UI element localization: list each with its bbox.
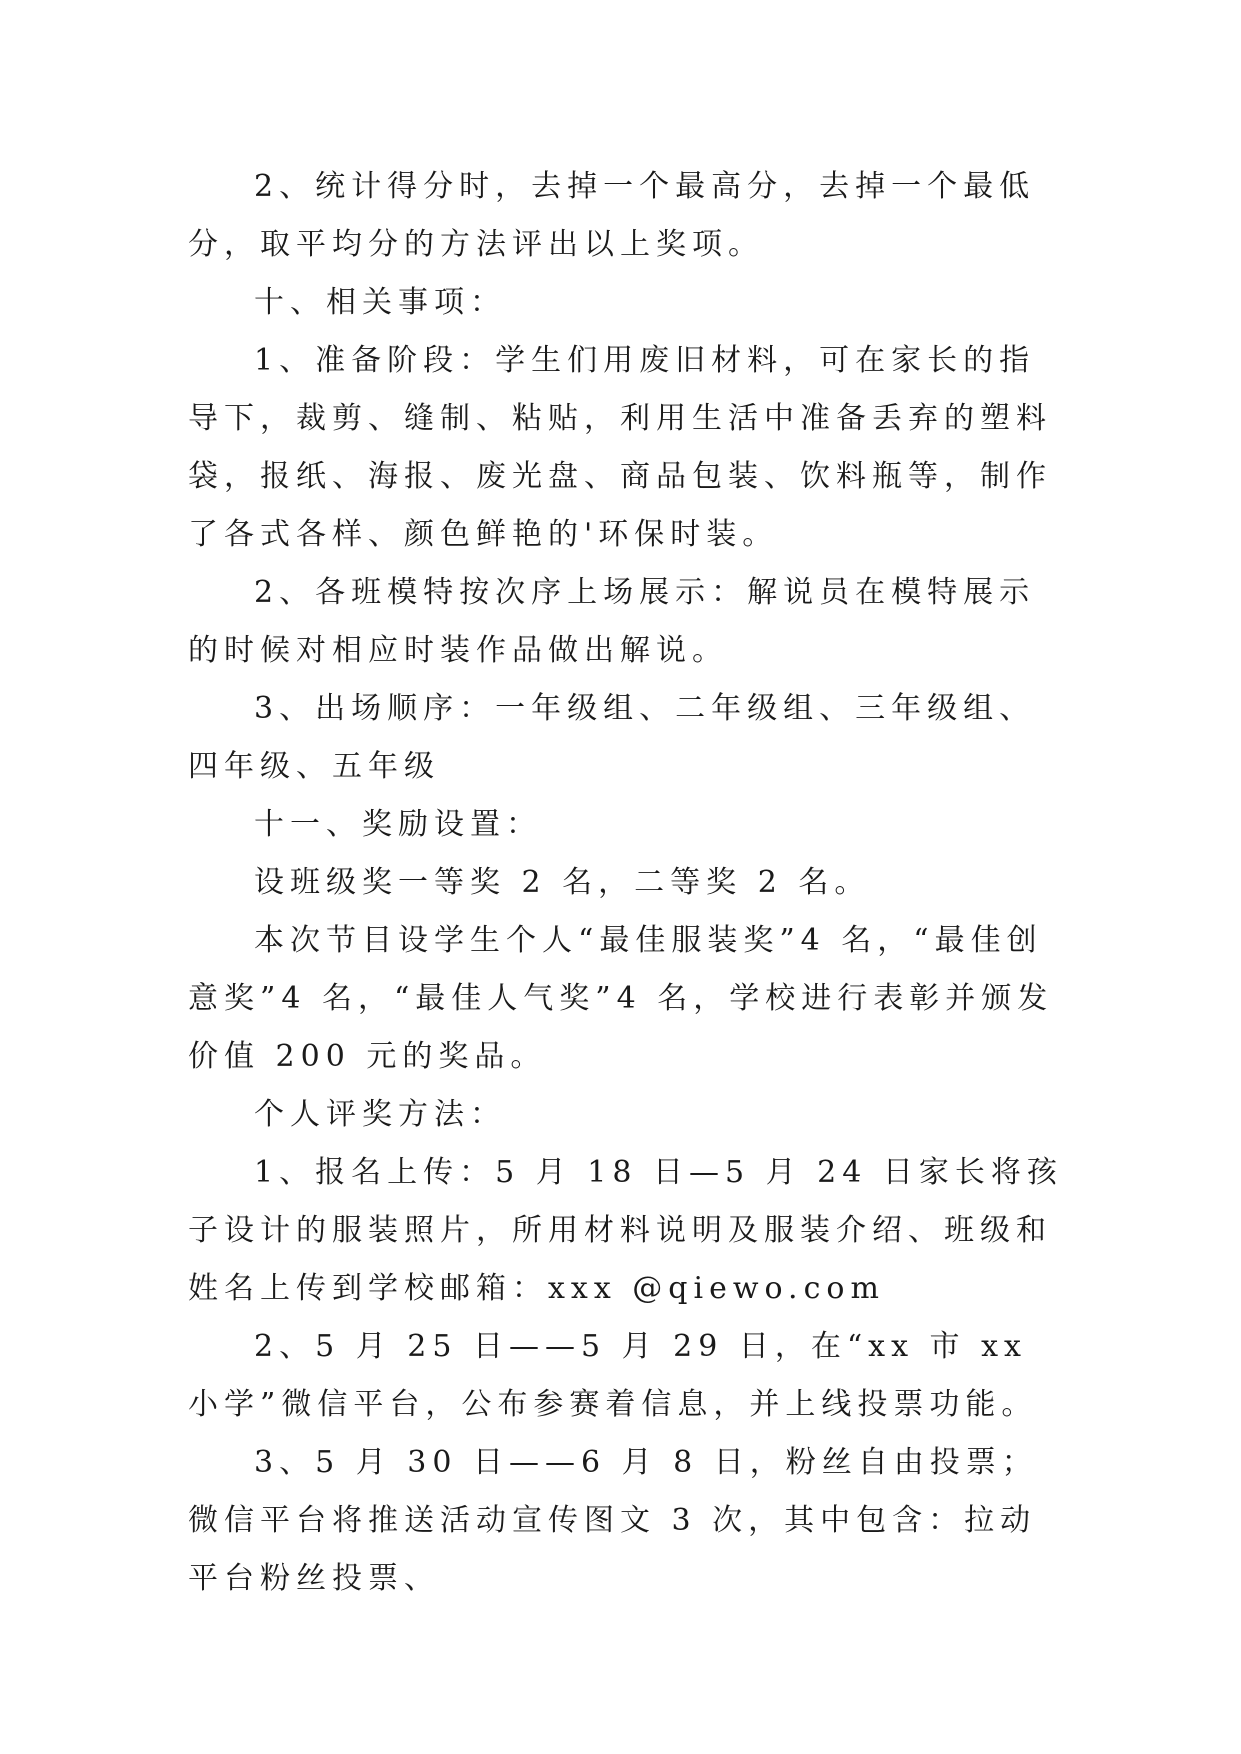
heading-award-settings: 十一、奖励设置：	[254, 807, 542, 842]
paragraph-scoring-method: 2、统计得分时，去掉一个最高分，去掉一个最低分，取平均分的方法评出以上奖项。	[188, 169, 1036, 262]
paragraph-preparation-stage: 1、准备阶段：学生们用废旧材料，可在家长的指导下，裁剪、缝制、粘贴，利用生活中准备丢弃的塑料袋，报纸、海报、废光盘、商品包装、饮料瓶等，制作了各式各样、颜色鲜艳的'环保时装。	[188, 343, 1052, 552]
paragraph-wechat-publish: 2、5 月 25 日——5 月 29 日，在“xx 市 xx 小学”微信平台，公布参赛着信息，并上线投票功能。	[188, 1329, 1043, 1422]
paragraph-appearance-order: 3、出场顺序：一年级组、二年级组、三年级组、四年级、五年级	[188, 691, 1036, 784]
paragraph-individual-awards: 本次节目设学生个人“最佳服装奖”4 名，“最佳创意奖”4 名，“最佳人气奖”4 名，学校进行表彰并颁发价值 200 元的奖品。	[188, 923, 1054, 1074]
paragraph-registration-upload: 1、报名上传：5 月 18 日—5 月 24 日家长将孩子设计的服装照片，所用材料说明及服装介绍、班级和姓名上传到学校邮箱：xxx @qiewo.com	[188, 1155, 1063, 1306]
paragraph-model-display: 2、各班模特按次序上场展示：解说员在模特展示的时候对相应时装作品做出解说。	[188, 575, 1036, 668]
heading-related-matters: 十、相关事项：	[254, 285, 506, 320]
paragraph-class-awards: 设班级奖一等奖 2 名，二等奖 2 名。	[254, 865, 871, 900]
paragraph-fan-voting: 3、5 月 30 日——6 月 8 日，粉丝自由投票；微信平台将推送活动宣传图文 3 次，其中包含：拉动平台粉丝投票、	[188, 1445, 1038, 1596]
document-body	[188, 158, 1068, 1608]
heading-individual-method: 个人评奖方法：	[254, 1097, 506, 1132]
